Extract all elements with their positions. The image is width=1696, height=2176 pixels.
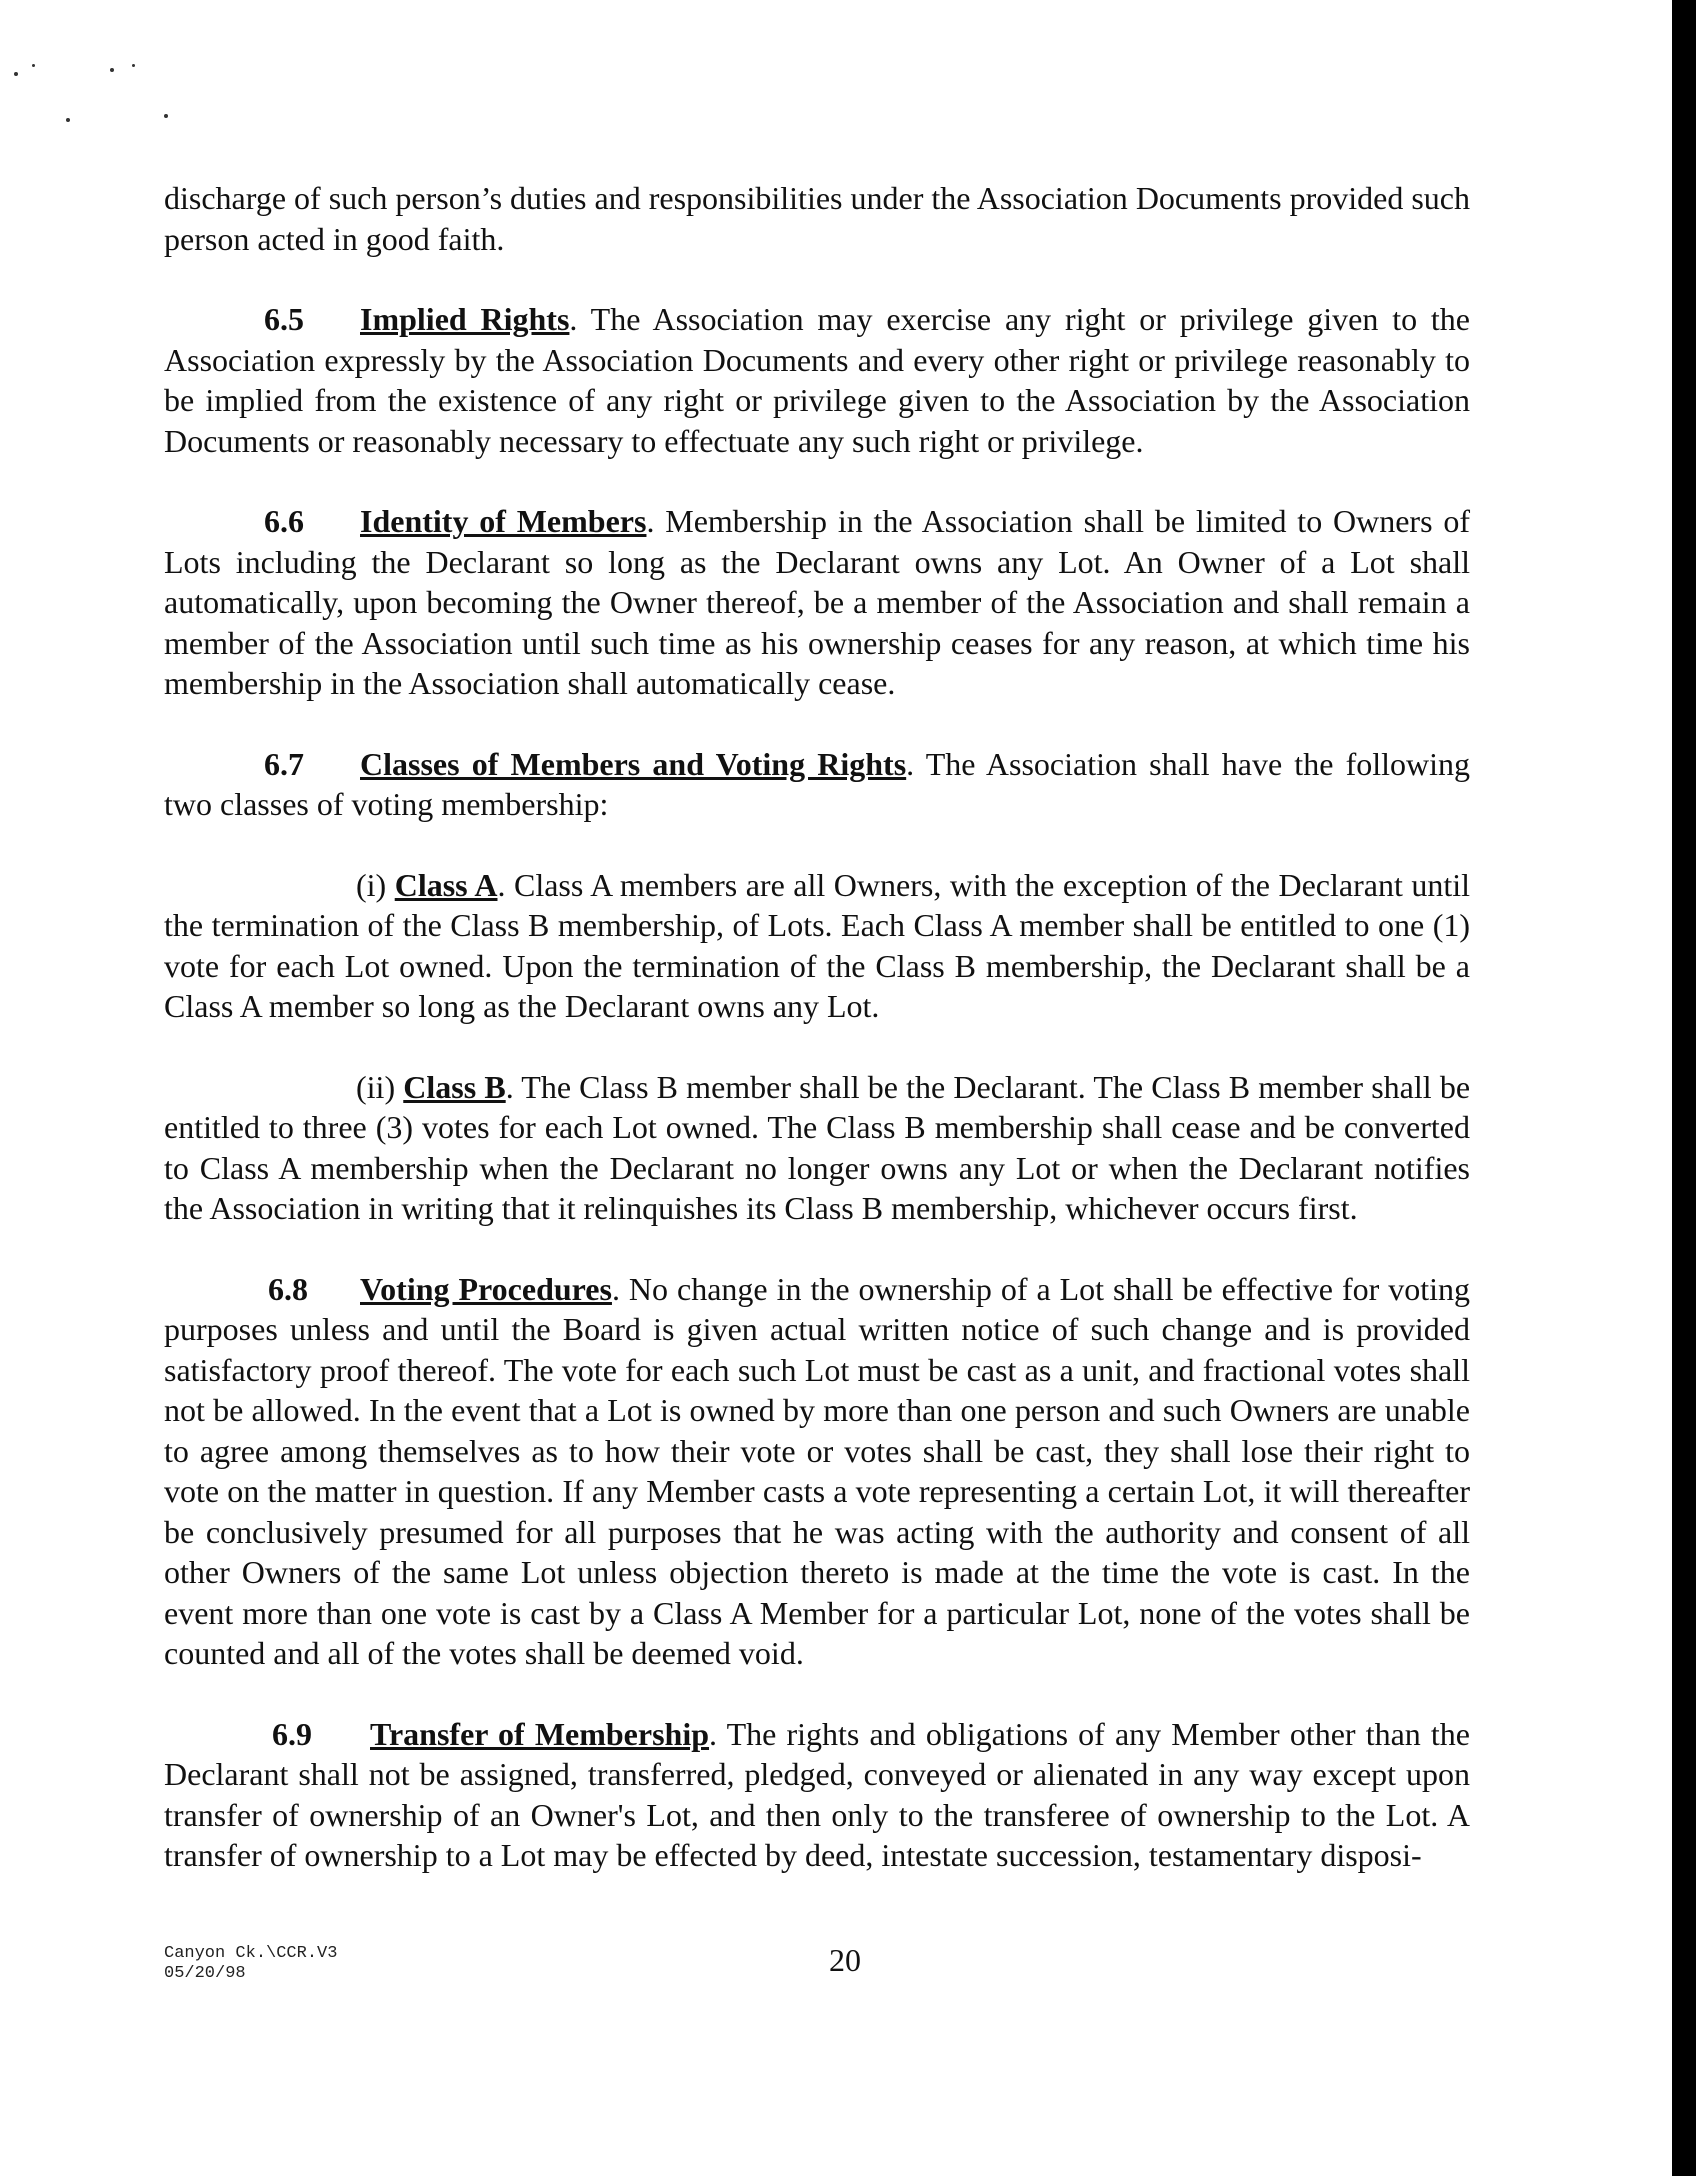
subsection-heading: Class A [394, 866, 498, 903]
section-heading: Identity of Members [360, 503, 647, 539]
section-6-8 [164, 1269, 1470, 1674]
section-text: . Membership in the Association shall be limited to Owners of Lots including the Declarant so long as the Declarant owns any Lot. An Owner of a Lot shall automatically, upon becoming the Owner thereof, be a member of the Association and shall remain a member of the Association until such time as his ownership ceases for any reason, at which time his membership in the Association shall automatically cease. [164, 503, 1471, 701]
scan-speck [164, 114, 168, 118]
section-number: 6.7 [264, 745, 304, 782]
subsection-class-b [164, 1067, 1470, 1229]
section-text: . The rights and obligations of any Member other than the Declarant shall not be assigned, transferred, pledged, conveyed or alienated in any way except upon transfer of ownership of an Owner's Lot, and then only to the transferee of ownership to the Lot. A transfer of ownership to a Lot may be effected by deed, intestate succession, testamentary disposi- [164, 1715, 1471, 1873]
section-heading: Implied Rights [360, 301, 570, 337]
scan-edge-bar [1672, 0, 1696, 2176]
scan-speck [132, 64, 135, 67]
section-heading: Classes of Members and Voting Rights [360, 745, 907, 782]
scan-speck [66, 118, 70, 122]
intro-text: discharge of such person’s duties and responsibilities under the Association Documents provided such person acted in good faith. [164, 180, 1470, 257]
section-6-6 [164, 501, 1470, 704]
section-number: 6.5 [264, 301, 304, 337]
subsection-marker: (i) [356, 866, 395, 903]
scan-speck [110, 68, 114, 72]
scan-speck [14, 72, 18, 76]
section-6-9 [164, 1714, 1470, 1876]
section-number: 6.9 [272, 1715, 312, 1752]
section-text: . The Association may exercise any right or privilege given to the Association expressly by the Association Documents and every other right or privilege reasonably to be implied from the existence of any right or privilege given to the Association by the Association Documents or reasonably necessary to effectuate any such right or privilege. [164, 301, 1471, 459]
intro-paragraph [164, 178, 1470, 259]
footer-file-ref: Canyon Ck.\CCR.V3 [164, 1944, 338, 1963]
subsection-marker: (ii) [356, 1068, 404, 1105]
section-number: 6.8 [268, 1270, 308, 1307]
section-heading: Transfer of Membership [370, 1715, 710, 1752]
section-number: 6.6 [264, 503, 304, 539]
scan-speck [32, 64, 35, 67]
subsection-heading: Class B [403, 1068, 506, 1105]
document-page [164, 178, 1470, 1916]
footer-date: 05/20/98 [164, 1964, 246, 1983]
section-text: . The Association shall have the following two classes of voting membership: [164, 745, 1471, 822]
section-text: . No change in the ownership of a Lot shall be effective for voting purposes unless and until the Board is given actual written notice of such change and is provided satisfactory proof thereof. The vote for each such Lot must be cast as a unit, and fractional votes shall not be allowed. In the event that a Lot is owned by more than one person and such Owners are unable to agree among themselves as to how their vote or votes shall be cast, they shall lose their right to vote on the matter in question. If any Member casts a vote representing a certain Lot, it will thereafter be conclusively presumed for all purposes that he was acting with the authority and consent of all other Owners of the same Lot unless objection thereto is made at the time the vote is cast. In the event more than one vote is cast by a Class A Member for a particular Lot, none of the votes shall be counted and all of the votes shall be deemed void. [164, 1270, 1471, 1671]
page-number: 20 [829, 1942, 861, 1978]
subsection-text: . Class A members are all Owners, with the exception of the Declarant until the termination of the Class B membership, of Lots. Each Class A member shall be entitled to one (1) vote for each Lot owned. Upon the termination of the Class B membership, the Declarant shall be a Class A member so long as the Declarant owns any Lot. [164, 866, 1471, 1024]
section-6-7 [164, 744, 1470, 825]
subsection-class-a [164, 865, 1470, 1027]
footer-file-reference [164, 1944, 337, 1984]
section-heading: Voting Procedures [360, 1270, 612, 1307]
subsection-text: . The Class B member shall be the Declarant. The Class B member shall be entitled to three (3) votes for each Lot owned. The Class B membership shall cease and be converted to Class A membership when the Declarant no longer owns any Lot or when the Declarant notifies the Association in writing that it relinquishes its Class B membership, whichever occurs first. [164, 1068, 1471, 1226]
section-6-5 [164, 299, 1470, 461]
